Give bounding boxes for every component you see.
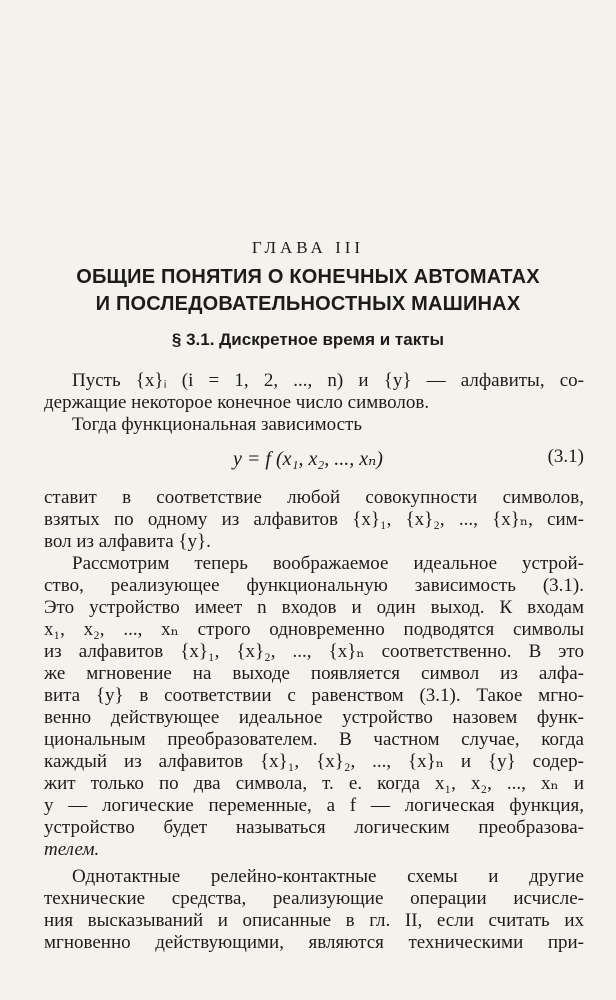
para4-line-6: же мгновение на выходе появляется символ из алфа-	[44, 663, 584, 684]
para3-line-1: ставит в соответствие любой совокупности символов,	[44, 487, 584, 508]
para4-line-3: Это устройство имеет n входов и один выход. К входам	[44, 597, 584, 618]
para2-line: Тогда функциональная зависимость	[72, 414, 363, 435]
chapter-title-line-1: ОБЩИЕ ПОНЯТИЯ О КОНЕЧНЫХ АВТОМАТАХ	[76, 266, 540, 288]
para5-line-2: технические средства, реализующие операции исчисле-	[44, 888, 584, 909]
para4-line-5: из алфавитов {x}₁, {x}₂, ..., {x}ₙ соответственно. В это	[44, 641, 584, 662]
formula: y = f (x₁, x₂, ..., xₙ)	[233, 448, 383, 470]
section-title: § 3.1. Дискретное время и такты	[171, 330, 445, 349]
para4-line-9: циональным преобразователем. В частном случае, когда	[44, 729, 584, 750]
para3-line-3: вол из алфавита {y}.	[44, 531, 211, 552]
para4-line-4: x₁, x₂, ..., xₙ строго одновременно подводятся символы	[44, 619, 584, 640]
para3-line-2: взятых по одному из алфавитов {x}₁, {x}₂, ..., {x}ₙ, сим-	[44, 509, 584, 530]
para5-line-1: Однотактные релейно-контактные схемы и другие	[72, 866, 584, 887]
para4-line-2: ство, реализующее функциональную зависимость (3.1).	[44, 575, 584, 596]
chapter-title	[0, 264, 616, 318]
para4-line-12: y — логические переменные, а f — логическая функция,	[44, 795, 584, 816]
para4-line-7: вита {y} в соответствии с равенством (3.1). Такое мгно-	[44, 685, 584, 706]
para5-line-4: мгновенно действующими, являются техническими при-	[44, 932, 584, 953]
para4-line-1: Рассмотрим теперь воображаемое идеальное устрой-	[72, 553, 584, 574]
chapter-label: ГЛАВА III	[251, 238, 365, 257]
para4-line-10: каждый из алфавитов {x}₁, {x}₂, ..., {x}ₙ и {y} содер-	[44, 751, 584, 772]
formula-number: (3.1)	[547, 446, 584, 467]
para4-line-11: жит только по два символа, т. е. когда x₁, x₂, ..., xₙ и	[44, 773, 584, 794]
para4-line-8: венно действующее идеальное устройство назовем функ-	[44, 707, 584, 728]
para1-line-2: держащие некоторое конечное число символов.	[44, 392, 430, 413]
chapter-title-line-2: И ПОСЛЕДОВАТЕЛЬНОСТНЫХ МАШИНАХ	[95, 293, 521, 315]
para4-line-14: телем.	[44, 839, 100, 860]
para4-line-13: устройство будет называться логическим преобразова-	[44, 817, 584, 838]
para1-line-1: Пусть {x}ᵢ (i = 1, 2, ..., n) и {y} — алфавиты, со-	[72, 370, 584, 391]
para5-line-3: ния высказываний и описанные в гл. II, если считать их	[44, 910, 584, 931]
